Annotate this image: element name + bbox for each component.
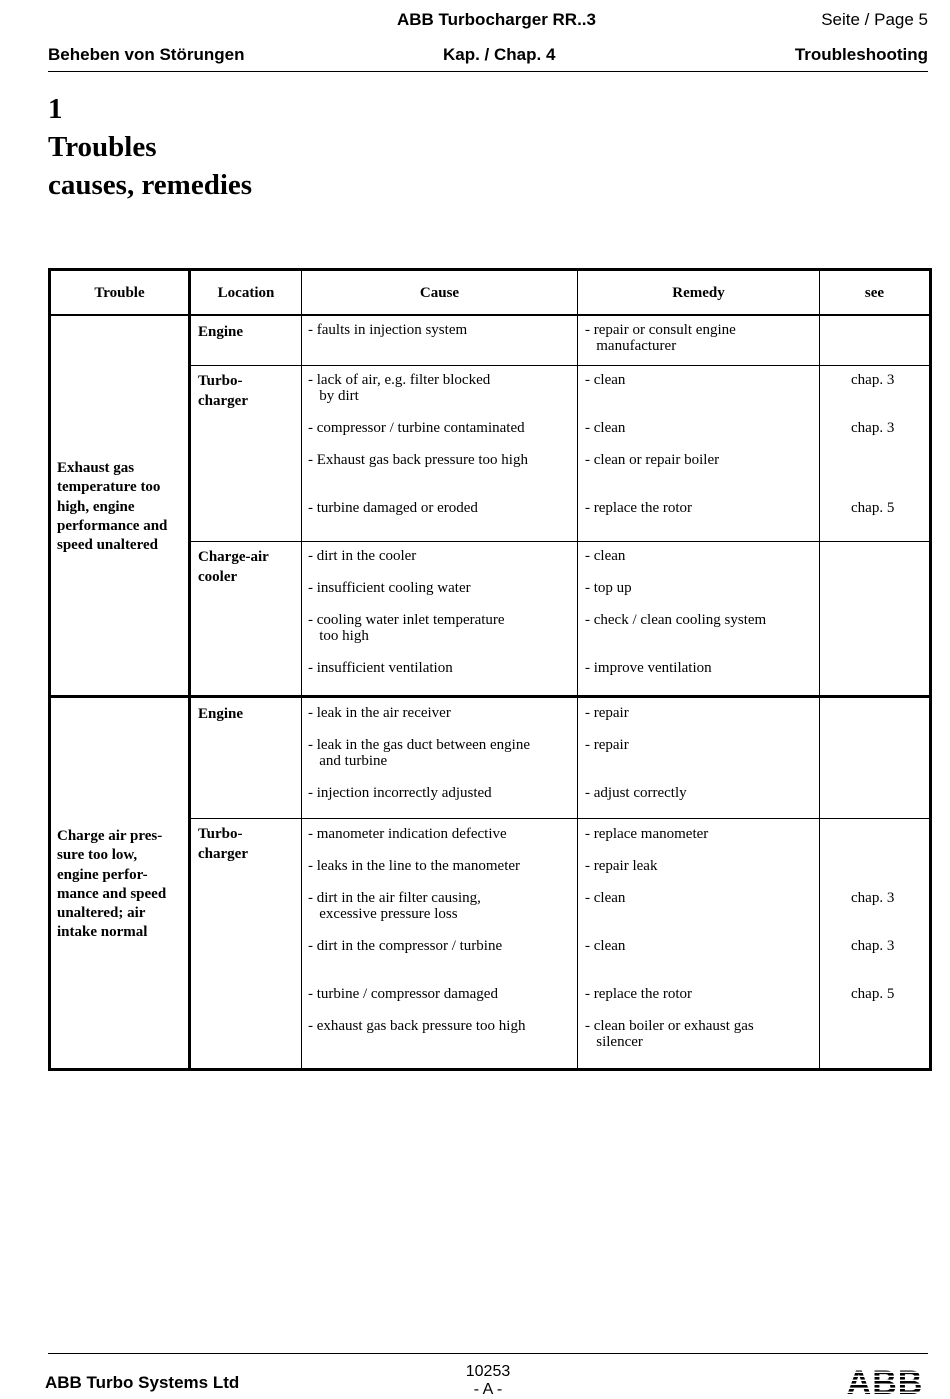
cause-cell: - leak in the air receiver bbox=[308, 705, 451, 721]
cause-cell: - faults in injection system bbox=[308, 322, 468, 338]
column-header-see: see bbox=[864, 285, 885, 301]
cause-cell: - turbine / compressor damaged bbox=[308, 986, 498, 1002]
document-revision: - A - bbox=[473, 1381, 503, 1398]
cause-cell: - dirt in the air filter causing, excessive pressure loss bbox=[308, 890, 481, 922]
remedy-cell: - clean boiler or exhaust gas silencer bbox=[585, 1018, 754, 1050]
abb-logo-icon bbox=[846, 1365, 924, 1397]
trouble-cell: Charge air pres- sure too low, engine perfor- mance and speed unaltered; air intake normal bbox=[57, 828, 167, 941]
remedy-cell: - repair bbox=[585, 737, 629, 753]
document-id bbox=[400, 1363, 576, 1399]
cause-cell: - Exhaust gas back pressure too high bbox=[308, 452, 528, 468]
section-heading bbox=[48, 90, 252, 204]
section-title-en: Troubleshooting bbox=[794, 45, 928, 64]
section-number: 1 bbox=[48, 93, 63, 125]
column-header-cause: Cause bbox=[419, 285, 460, 301]
column-header-trouble: Trouble bbox=[94, 285, 145, 301]
table-subgroup-divider bbox=[190, 818, 930, 819]
section-heading-line1: Troubles bbox=[48, 131, 157, 163]
company-name: ABB Turbo Systems Ltd bbox=[45, 1373, 240, 1392]
remedy-cell: - replace manometer bbox=[585, 826, 709, 842]
cause-cell: - injection incorrectly adjusted bbox=[308, 785, 492, 801]
table-header-divider bbox=[48, 314, 932, 316]
svg-text:ABB: ABB bbox=[846, 1365, 924, 1397]
location-cell: Engine bbox=[198, 706, 244, 722]
remedy-cell: - clean bbox=[585, 420, 626, 436]
table-group-divider bbox=[48, 695, 932, 698]
table-border-bottom bbox=[48, 1068, 932, 1071]
table-border-left bbox=[48, 268, 51, 1071]
cause-cell: - turbine damaged or eroded bbox=[308, 500, 478, 516]
table-col-divider-remedy bbox=[819, 268, 820, 1071]
cause-cell: - dirt in the cooler bbox=[308, 548, 417, 564]
location-cell: Engine bbox=[198, 324, 244, 340]
table-border-top bbox=[48, 268, 932, 271]
location-cell: Turbo- charger bbox=[198, 826, 248, 862]
table-col-divider-trouble bbox=[188, 268, 191, 1071]
column-header-location: Location bbox=[217, 285, 275, 301]
document-number: 10253 bbox=[465, 1363, 511, 1380]
document-title: ABB Turbocharger RR..3 bbox=[397, 10, 596, 29]
cause-cell: - dirt in the compressor / turbine bbox=[308, 938, 503, 954]
cause-cell: - cooling water inlet temperature too high bbox=[308, 612, 505, 644]
remedy-cell: - clean bbox=[585, 548, 626, 564]
table-subgroup-divider bbox=[190, 541, 930, 542]
cause-cell: - leak in the gas duct between engine and turbine bbox=[308, 737, 530, 769]
remedy-cell: - clean bbox=[585, 372, 626, 388]
column-header-remedy: Remedy bbox=[672, 285, 725, 301]
location-cell: Charge-air cooler bbox=[198, 549, 269, 585]
remedy-cell: - adjust correctly bbox=[585, 785, 687, 801]
remedy-cell: - replace the rotor bbox=[585, 986, 693, 1002]
header-divider bbox=[48, 71, 928, 72]
chapter-label: Kap. / Chap. 4 bbox=[443, 45, 556, 64]
remedy-cell: - check / clean cooling system bbox=[585, 612, 767, 628]
cause-cell: - lack of air, e.g. filter blocked by dirt bbox=[308, 372, 491, 404]
cause-cell: - exhaust gas back pressure too high bbox=[308, 1018, 526, 1034]
table-border-right bbox=[929, 268, 932, 1071]
footer-divider bbox=[48, 1353, 928, 1354]
remedy-cell: - repair leak bbox=[585, 858, 658, 874]
table-col-divider-cause bbox=[577, 268, 578, 1071]
section-title-de: Beheben von Störungen bbox=[48, 45, 245, 64]
cause-cell: - manometer indication defective bbox=[308, 826, 507, 842]
see-cell: chap. 3 bbox=[851, 890, 895, 906]
remedy-cell: - repair bbox=[585, 705, 629, 721]
remedy-cell: - improve ventilation bbox=[585, 660, 712, 676]
see-cell: chap. 3 bbox=[851, 372, 895, 388]
trouble-cell: Exhaust gas temperature too high, engine performance and speed unaltered bbox=[57, 460, 168, 554]
location-cell: Turbo- charger bbox=[198, 373, 248, 409]
cause-cell: - insufficient ventilation bbox=[308, 660, 453, 676]
cause-cell: - leaks in the line to the manometer bbox=[308, 858, 521, 874]
remedy-cell: - clean bbox=[585, 890, 626, 906]
remedy-cell: - clean bbox=[585, 938, 626, 954]
remedy-cell: - clean or repair boiler bbox=[585, 452, 720, 468]
remedy-cell: - repair or consult engine manufacturer bbox=[585, 322, 736, 354]
see-cell: chap. 3 bbox=[851, 938, 895, 954]
remedy-cell: - top up bbox=[585, 580, 632, 596]
see-cell: chap. 5 bbox=[851, 986, 895, 1002]
table-col-divider-location bbox=[301, 268, 302, 1071]
see-cell: chap. 5 bbox=[851, 500, 895, 516]
remedy-cell: - replace the rotor bbox=[585, 500, 693, 516]
cause-cell: - compressor / turbine contaminated bbox=[308, 420, 525, 436]
cause-cell: - insufficient cooling water bbox=[308, 580, 471, 596]
page-number: Seite / Page 5 bbox=[821, 10, 928, 29]
table-subgroup-divider bbox=[190, 365, 930, 366]
see-cell: chap. 3 bbox=[851, 420, 895, 436]
section-heading-line2: causes, remedies bbox=[48, 169, 253, 201]
